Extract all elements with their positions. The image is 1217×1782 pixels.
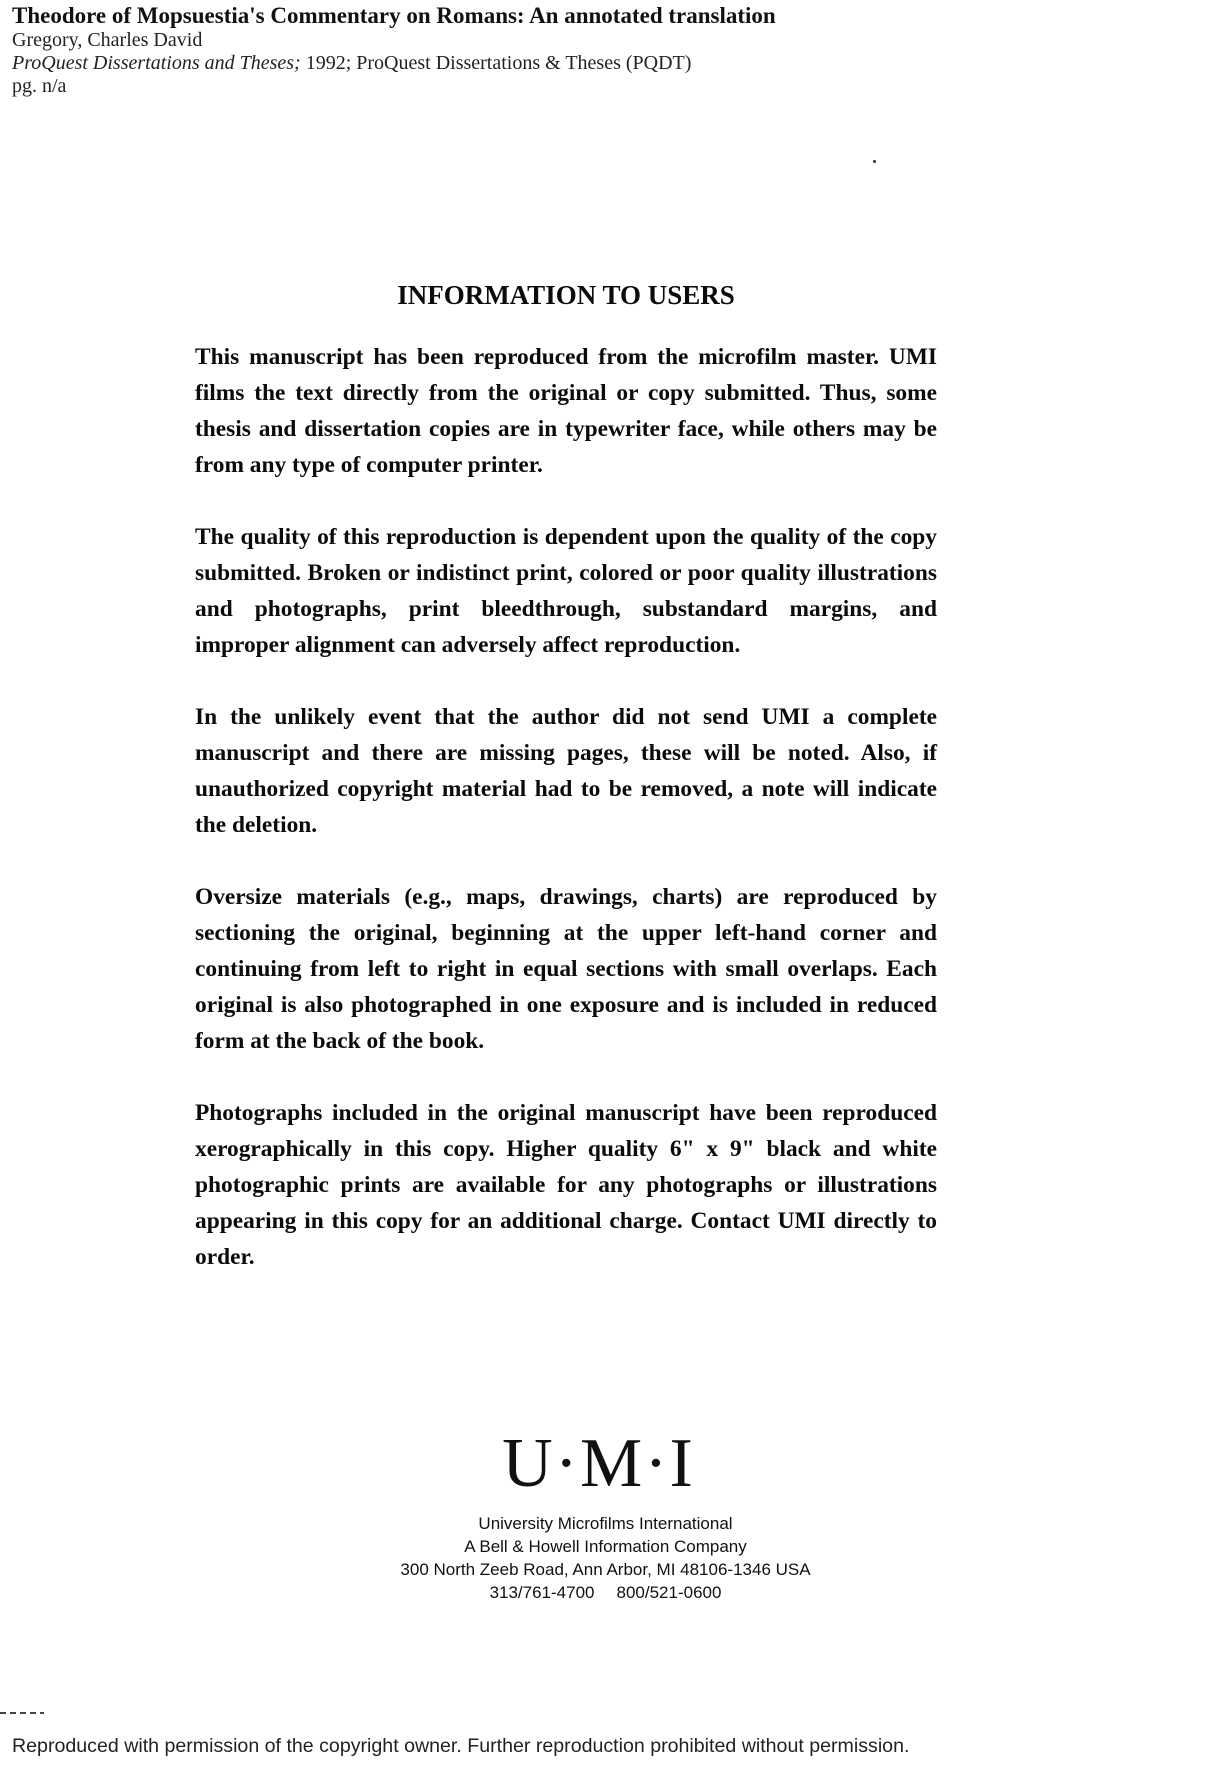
notice-paragraph <box>195 519 937 663</box>
copyright-footer: Reproduced with permission of the copyright owner. Further reproduction prohibited without permission. <box>12 1735 910 1757</box>
umi-phones <box>0 1581 1214 1604</box>
information-notice <box>195 280 937 1311</box>
umi-org-name: University Microfilms International <box>478 1514 733 1533</box>
umi-logo: U·M·I <box>502 1425 695 1502</box>
umi-address: 300 North Zeeb Road, Ann Arbor, MI 48106-1346 USA <box>400 1560 811 1579</box>
umi-parent-company: A Bell & Howell Information Company <box>464 1537 747 1556</box>
umi-phone-2: 800/521-0600 <box>616 1583 722 1602</box>
source-line <box>12 52 776 75</box>
umi-address-block <box>0 1512 1214 1604</box>
umi-block <box>0 1424 1217 1604</box>
source-details: 1992; ProQuest Dissertations & Theses (PQDT) <box>300 52 692 74</box>
notice-paragraph <box>195 1095 937 1275</box>
citation-header <box>12 2 776 98</box>
paragraph-lead: The quality of this reproduction is dependent upon the quality of the copy submitted. <box>195 524 937 586</box>
source-publication: ProQuest Dissertations and Theses; <box>12 52 301 74</box>
paragraph-text: This manuscript has been reproduced from the microfilm master. UMI films the text directly from the original or copy submitted. Thus, some thesis and dissertation copies are in typewriter face, while others may be from any type of computer printer. <box>195 344 937 478</box>
paragraph-text: Photographs included in the original manuscript have been reproduced xerographically in this copy. Higher quality 6" x 9" black and white photographic prints are available for any photographs or illustrations appearing in this copy for an additional charge. Contact UMI directly to order. <box>195 1100 937 1270</box>
notice-paragraph <box>195 879 937 1059</box>
page-line: pg. n/a <box>12 75 67 97</box>
notice-heading: INFORMATION TO USERS <box>397 280 735 310</box>
notice-paragraph <box>195 699 937 843</box>
paragraph-text: In the unlikely event that the author did not send UMI a complete manuscript and there are missing pages, these will be noted. Also, if unauthorized copyright material had to be removed, a note will indicate the deletion. <box>195 704 937 838</box>
document-title: Theodore of Mopsuestia's Commentary on Romans: An annotated translation <box>12 3 776 28</box>
author-line: Gregory, Charles David <box>12 29 203 51</box>
scan-speck <box>873 160 876 163</box>
notice-paragraph <box>195 339 937 483</box>
paragraph-text: Broken or indistinct print, colored or poor quality illustrations and photographs, print bleedthrough, substandard margins, and improper alignment can adversely affect reproduction. <box>195 560 937 658</box>
scan-mark <box>0 1712 44 1714</box>
paragraph-text: Oversize materials (e.g., maps, drawings, charts) are reproduced by sectioning the original, beginning at the upper left-hand corner and continuing from left to right in equal sections with small overlaps. Each original is also photographed in one exposure and is included in reduced form at the back of the book. <box>195 884 937 1054</box>
umi-phone-1: 313/761-4700 <box>489 1583 595 1602</box>
